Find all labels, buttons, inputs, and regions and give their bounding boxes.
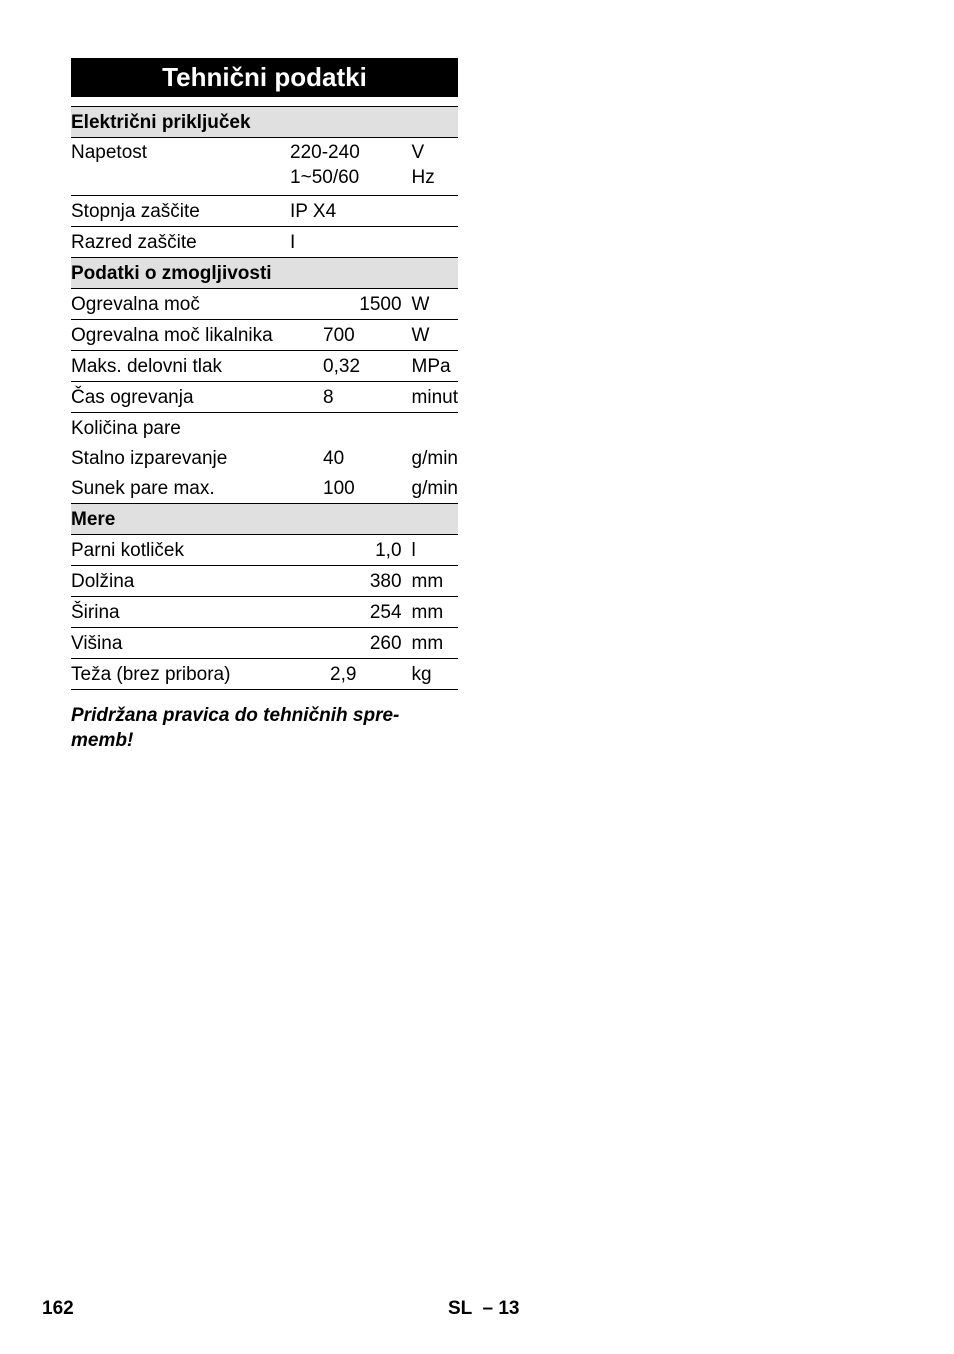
table-row [71, 628, 458, 659]
row-value: 700 [290, 320, 412, 351]
row-unit: W [412, 289, 458, 320]
row-label: Sunek pare max. [71, 477, 215, 499]
row-value: 380 [290, 566, 412, 597]
section-heading: Mere [71, 504, 458, 535]
table-row [71, 597, 458, 628]
row-value [290, 413, 412, 444]
row-unit: l [412, 535, 458, 566]
row-label: Ogrevalna moč likalnika [71, 320, 290, 351]
table-row [71, 227, 458, 258]
table-row [71, 535, 458, 566]
table-row [71, 382, 458, 413]
row-value: 1500 [290, 289, 412, 320]
row-unit: g/min [411, 447, 458, 469]
section-heading: Podatki o zmogljivosti [71, 258, 458, 289]
row-value: 8 [290, 382, 412, 413]
row-value: 220-240 1~50/60 [290, 138, 412, 196]
row-label: Razred zaščite [71, 231, 197, 253]
row-value: IP X4 [290, 196, 412, 227]
spec-table [71, 106, 458, 690]
section-header-performance [71, 258, 458, 289]
row-value: 260 [290, 628, 412, 659]
row-label: Ogrevalna moč [71, 289, 290, 320]
row-value: I [290, 231, 296, 253]
row-label: Teža (brez pribora) [71, 659, 290, 690]
section-header-dimensions [71, 504, 458, 535]
row-label: Dolžina [71, 566, 290, 597]
row-unit [412, 413, 458, 444]
row-label: Količina pare [71, 417, 181, 439]
table-row [71, 196, 458, 227]
table-row [71, 659, 458, 690]
row-value: 1,0 [290, 535, 412, 566]
row-label: Parni kotliček [71, 535, 290, 566]
row-value: 0,32 [290, 351, 412, 382]
row-unit: V Hz [412, 138, 458, 196]
table-row [71, 138, 458, 196]
row-unit [412, 227, 458, 258]
table-row [71, 473, 458, 504]
row-value: 254 [290, 597, 412, 628]
row-label: Stopnja zaščite [71, 196, 290, 227]
row-unit: mm [412, 597, 458, 628]
row-unit: kg [412, 659, 458, 690]
row-label: Maks. delovni tlak [71, 351, 290, 382]
section-heading: Električni priključek [71, 107, 458, 138]
row-unit: minut [412, 382, 458, 413]
row-unit: W [412, 320, 458, 351]
row-unit: mm [412, 566, 458, 597]
row-label: Čas ogrevanja [71, 382, 290, 413]
row-unit: MPa [412, 351, 458, 382]
section-page-code: SL – 13 [448, 1298, 520, 1319]
row-unit: g/min [411, 477, 458, 499]
table-row [71, 351, 458, 382]
row-label: Višina [71, 628, 290, 659]
table-row [71, 566, 458, 597]
row-unit: mm [412, 628, 458, 659]
page-number: 162 [42, 1298, 74, 1319]
row-value: 40 [323, 447, 345, 469]
table-row [71, 289, 458, 320]
row-value: 100 [323, 477, 355, 499]
table-row [71, 320, 458, 351]
disclaimer-note: Pridržana pravica do tehničnih spre- memb! [71, 705, 400, 751]
page-title: Tehnični podatki [71, 58, 458, 97]
table-row [71, 413, 458, 444]
row-unit [412, 196, 458, 227]
row-value: 2,9 [290, 659, 412, 690]
row-label: Napetost [71, 138, 290, 196]
table-row [71, 443, 458, 473]
section-header-electrical [71, 107, 458, 138]
row-label: Širina [71, 597, 290, 628]
row-label: Stalno izparevanje [71, 447, 228, 469]
